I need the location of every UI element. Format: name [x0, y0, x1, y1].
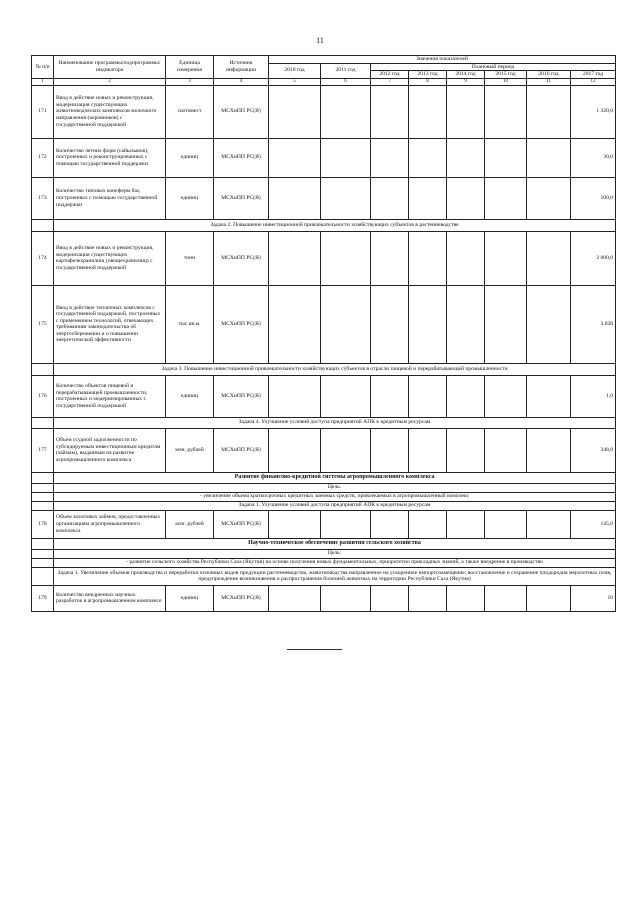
- task-row: [32, 363, 616, 375]
- task-row: [32, 219, 616, 231]
- column-number: 1: [32, 78, 54, 85]
- column-numbers-row: [32, 78, 616, 85]
- table-row: [32, 138, 616, 177]
- indicator-name: Объем залоговых займов, предоставленных организациям агропромышленного комплекса: [54, 510, 166, 538]
- column-number: 4: [214, 78, 269, 85]
- header-row-1: [32, 56, 616, 64]
- column-number: 12: [571, 78, 616, 85]
- indicator-source: МСХиПП РС(Я): [214, 138, 269, 177]
- header-year-2010: 2010 год: [269, 63, 321, 78]
- goal-text: - увеличение объема краткосрочных кредитных заемных средств, привлекаемых в агропромышленный комплекс: [54, 492, 616, 501]
- header-year-2012: 2012 год: [371, 71, 409, 79]
- goal-text-row: [32, 492, 616, 501]
- indicator-unit: единиц: [166, 177, 214, 219]
- row-number: 173: [32, 177, 54, 219]
- row-number: 178: [32, 510, 54, 538]
- value-2017: 100,0: [571, 177, 616, 219]
- table-row: [32, 285, 616, 363]
- header-num: № п/п: [32, 56, 54, 79]
- indicator-source: МСХиПП РС(Я): [214, 375, 269, 417]
- indicator-source: МСХиПП РС(Я): [214, 585, 269, 611]
- indicator-unit: единиц: [166, 585, 214, 611]
- page-number: 11: [316, 36, 324, 45]
- section-heading: Развитие финансово-кредитной системы агропромышленного комплекса: [54, 472, 616, 483]
- indicator-name: Количество летних форм (сайылыков), построенных и реконструированных с помощью государственной поддержки: [54, 138, 166, 177]
- column-number: 8: [409, 78, 447, 85]
- value-2017: 348,0: [571, 428, 616, 472]
- indicator-source: МСХиПП РС(Я): [214, 177, 269, 219]
- header-year-2016: 2016 год: [527, 71, 571, 79]
- row-number: 171: [32, 85, 54, 138]
- indicator-name: Ввод в действие тепличных комплексов с государственной поддержкой, построенных с применением технологий, отвечающих требованиям законодательства об энергосбережении и о повышении энергетической эффективности: [54, 285, 166, 363]
- indicator-source: МСХиПП РС(Я): [214, 510, 269, 538]
- task-heading: Задача 1. Увеличение объемов производства и переработки основных видов продукции растениеводства, животноводства направленное на ускоренное импортозамещение; восстановление и сохранение плодородия мерзлотных почв, предупреждение возникновения и распространения болезней животных на территории Республики Саха (Якутия): [54, 567, 616, 585]
- goal-label-row: [32, 483, 616, 492]
- value-2017: 30,0: [571, 138, 616, 177]
- goal-text: - развитие сельского хозяйства Республики Саха (Якутия) на основе получения новых фундаментальных, приоритетно прикладных знаний, а также внедрение в производство: [54, 558, 616, 567]
- row-number: 177: [32, 428, 54, 472]
- indicator-source: МСХиПП РС(Я): [214, 231, 269, 285]
- indicator-unit: единиц: [166, 138, 214, 177]
- section-heading: Научно-техническое обеспечение развития сельского хозяйства: [54, 538, 616, 549]
- indicator-source: МСХиПП РС(Я): [214, 85, 269, 138]
- header-name: Наименование программы/подпрограммы/индикатора: [54, 56, 166, 79]
- column-number: 3: [166, 78, 214, 85]
- column-number: 11: [527, 78, 571, 85]
- indicator-name: Ввод в действие новых и реконструкция, модернизация существующих картофелехранилищ (овощехранилищ) с государственной поддержкой: [54, 231, 166, 285]
- table-row: [32, 585, 616, 611]
- value-2017: 1 320,0: [571, 85, 616, 138]
- task-row: [32, 567, 616, 585]
- goal-label: Цель:: [54, 549, 616, 558]
- column-number: 5: [269, 78, 321, 85]
- table-row: [32, 510, 616, 538]
- header-year-2015: 2015 год: [485, 71, 527, 79]
- indicator-unit: млн. рублей: [166, 510, 214, 538]
- header-year-2011: 2011 год: [321, 63, 371, 78]
- indicators-table: [31, 55, 616, 612]
- task-row: [32, 417, 616, 428]
- indicator-name: Количество внедренных научных разработок в агропромышленном комплексе: [54, 585, 166, 611]
- goal-label: Цель:: [54, 483, 616, 492]
- header-year-2013: 2013 год: [409, 71, 447, 79]
- task-heading: Задача 1. Улучшение условий доступа предприятий АПК к кредитным ресурсам: [54, 501, 616, 510]
- value-2017: 3,828: [571, 285, 616, 363]
- row-number: 174: [32, 231, 54, 285]
- indicator-unit: тонн: [166, 231, 214, 285]
- goal-label-row: [32, 549, 616, 558]
- value-2017: 2 000,0: [571, 231, 616, 285]
- indicator-source: МСХиПП РС(Я): [214, 428, 269, 472]
- row-number: 172: [32, 138, 54, 177]
- value-2017: 10: [571, 585, 616, 611]
- indicator-unit: единиц: [166, 375, 214, 417]
- column-number: 10: [485, 78, 527, 85]
- value-2017: 1,0: [571, 375, 616, 417]
- section-row: [32, 538, 616, 549]
- row-number: 175: [32, 285, 54, 363]
- indicator-name: Ввод в действие новых и реконструкция, модернизация существующих животноводческих комплексов молочного направления (коровников) с государственной поддержкой: [54, 85, 166, 138]
- task-heading: Задача 3. Повышение инвестиционной привлекательности хозяйствующих субъектов в отрасли пищевой и перерабатывающей промышленности: [54, 363, 616, 375]
- header-values-group: Значения показателей: [269, 56, 616, 64]
- task-heading: Задача 4. Улучшение условий доступа предприятий АПК к кредитным ресурсам: [54, 417, 616, 428]
- indicator-name: Количество объектов пищевой и перерабатывающей промышленности, построенных и модернизированных с государственной поддержкой: [54, 375, 166, 417]
- header-plan-period: Плановый период: [371, 63, 616, 71]
- header-year-2017: 2017 год: [571, 71, 616, 79]
- row-number: 179: [32, 585, 54, 611]
- header-unit: Единица измерения: [166, 56, 214, 79]
- end-divider: [287, 649, 342, 650]
- task-heading: Задача 2. Повышение инвестиционной привлекательности хозяйствующих субъектов в растениеводстве: [54, 219, 616, 231]
- task-row: [32, 501, 616, 510]
- row-number: 176: [32, 375, 54, 417]
- table-row: [32, 177, 616, 219]
- column-number: 6: [321, 78, 371, 85]
- goal-text-row: [32, 558, 616, 567]
- header-source: Источник информации: [214, 56, 269, 79]
- value-2017: 145,0: [571, 510, 616, 538]
- column-number: 9: [447, 78, 485, 85]
- indicator-source: МСХиПП РС(Я): [214, 285, 269, 363]
- table-row: [32, 375, 616, 417]
- table-row: [32, 428, 616, 472]
- table-row: [32, 85, 616, 138]
- column-number: 2: [54, 78, 166, 85]
- indicator-unit: скотомест: [166, 85, 214, 138]
- indicator-unit: тыс.кв.м.: [166, 285, 214, 363]
- column-number: 7: [371, 78, 409, 85]
- indicator-name: Количество типовых конеферм баз, построенных с помощью государственной поддержки: [54, 177, 166, 219]
- indicator-unit: млн. рублей: [166, 428, 214, 472]
- table-row: [32, 231, 616, 285]
- indicator-name: Объем ссудной задолженности по субсидируемым инвестиционным кредитам (займам), выданным на развитие агропромышленного комплекса: [54, 428, 166, 472]
- header-year-2014: 2014 год: [447, 71, 485, 79]
- section-row: [32, 472, 616, 483]
